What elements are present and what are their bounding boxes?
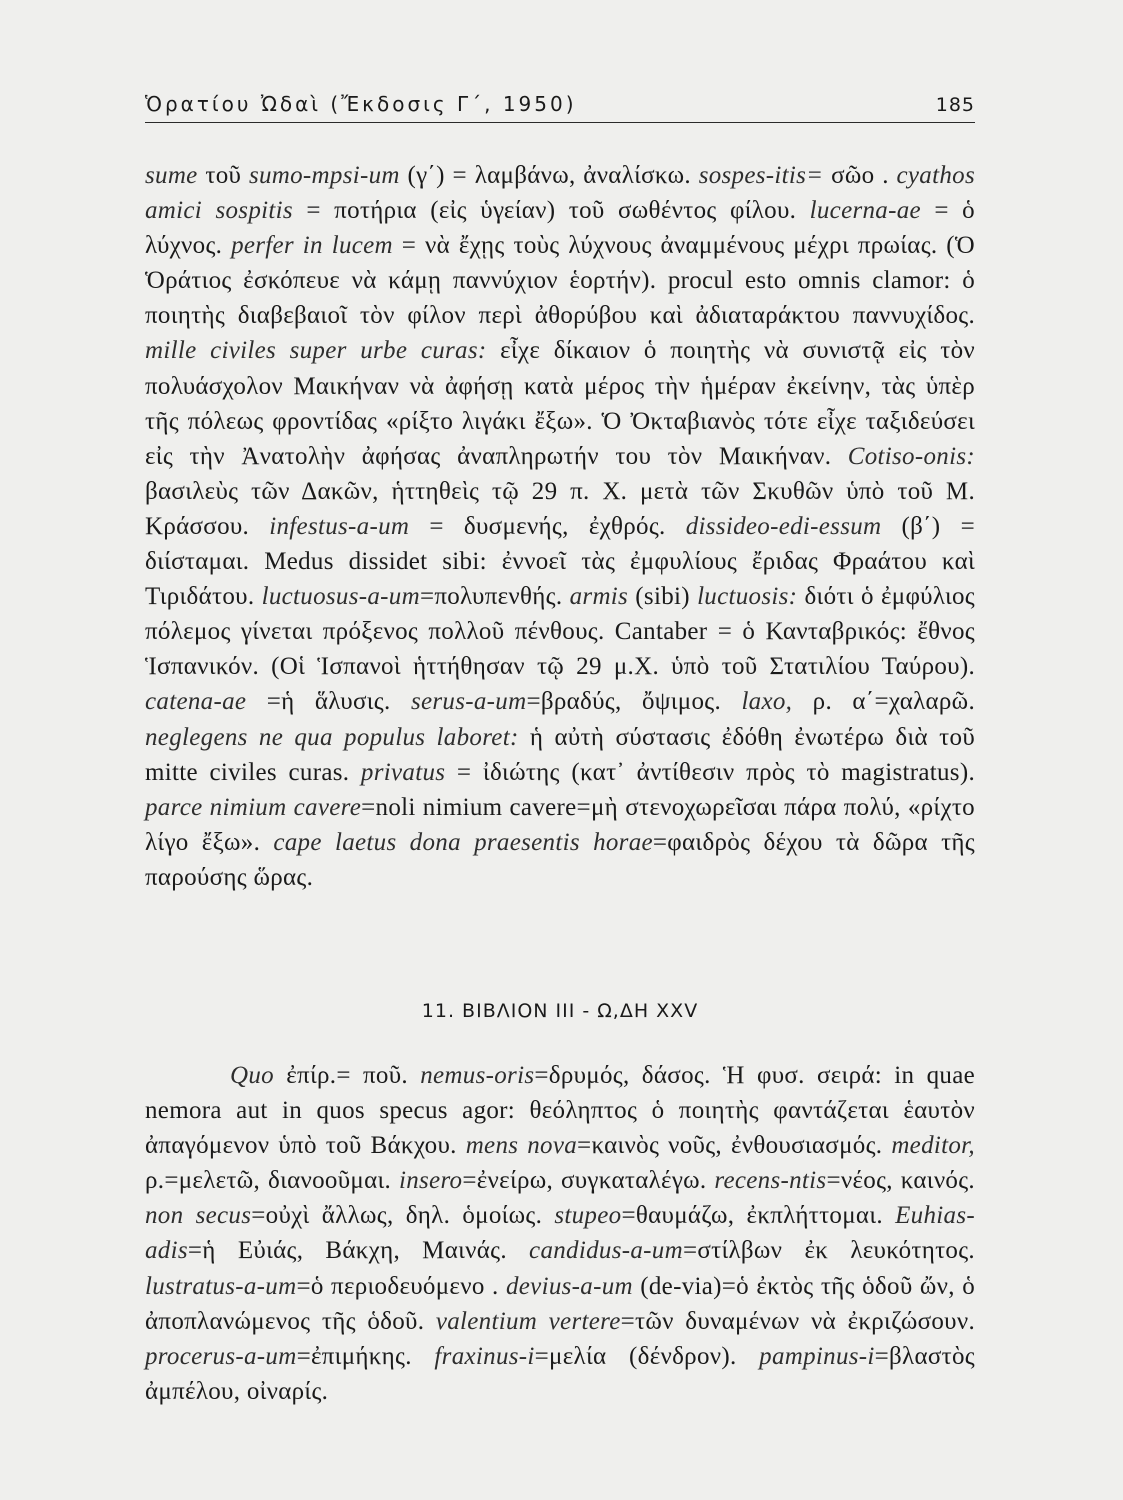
- latin-term: stupeo: [554, 1202, 622, 1230]
- latin-term: recens-ntis: [714, 1167, 827, 1195]
- latin-term: nemus-oris: [420, 1062, 535, 1089]
- greek-gloss: =ὁ περιοδευόμενο .: [296, 1272, 506, 1300]
- latin-term: parce nimium cavere: [145, 793, 362, 821]
- greek-gloss: =πολυπενθής.: [419, 583, 570, 611]
- greek-gloss: =βλαστὸς ἀμπέλου, οἰναρίς.: [145, 1342, 976, 1405]
- greek-gloss: =φαιδρὸς δέχου τὰ δῶρα τῆς παρούσης ὥρας.: [145, 828, 975, 891]
- latin-term: armis: [569, 583, 629, 611]
- greek-gloss: = ὁ λύχνος.: [145, 197, 975, 260]
- greek-gloss: =στίλβων ἐκ λευκότητος.: [682, 1237, 975, 1265]
- greek-gloss: βασιλεὺς τῶν Δακῶν, ἡττηθεὶς τῷ 29 π. Χ. μετὰ τῶν Σκυθῶν ὑπὸ τοῦ Μ. Κράσσου.: [145, 477, 975, 540]
- latin-term: perfer in lucem: [231, 232, 393, 260]
- greek-gloss: =καινὸς νοῦς, ἐνθουσιασμός.: [577, 1132, 892, 1160]
- latin-term: cape laetus dona praesentis horae: [273, 828, 653, 856]
- greek-gloss: =οὐχὶ ἄλλως, δηλ. ὁμοίως.: [251, 1202, 555, 1230]
- greek-gloss: ἐπίρ.= ποῦ.: [273, 1062, 421, 1089]
- greek-gloss: διότι ὁ ἐμφύλιος πόλεμος γίνεται πρόξενος πολλοῦ πένθους. Cantaber = ὁ Κανταβρικός: ἔθνος Ἱσπανικόν. (Οἱ Ἱσπανοὶ ἡττήθησαν τῷ 29 μ.Χ. ὑπὸ τοῦ Στατιλίου Ταύρου).: [145, 583, 975, 681]
- running-title: Ὁρατίου Ὠδαὶ (Ἔκδοσις Γ΄, 1950): [145, 92, 577, 116]
- latin-term: infestus-a-um: [269, 512, 410, 540]
- latin-term: dissideo-edi-essum: [685, 512, 882, 540]
- section-heading: 11. ΒΙΒΛΙΟΝ III - Ω,ΔΗ XXV: [421, 1000, 699, 1022]
- greek-gloss: =ἐνείρω, συγκαταλέγω.: [462, 1167, 715, 1195]
- greek-gloss: =μελία (δένδρον).: [534, 1342, 760, 1370]
- latin-term: lustratus-a-um: [145, 1272, 297, 1300]
- latin-term: lucerna-ae: [809, 197, 921, 225]
- latin-term: Quo: [230, 1062, 274, 1089]
- page-number: 185: [935, 94, 975, 116]
- latin-term: neglegens ne qua populus laboret:: [145, 723, 519, 751]
- latin-term: valentium vertere: [435, 1307, 621, 1335]
- greek-gloss: τοῦ: [197, 162, 249, 189]
- latin-term: mille civiles super urbe curas:: [145, 337, 487, 365]
- latin-term: insero: [398, 1167, 463, 1195]
- greek-gloss: = ἰδιώτης (κατ᾽ ἀντίθεσιν πρὸς τὸ magistratus).: [445, 758, 975, 786]
- greek-gloss: =βραδύς, ὄψιμος.: [526, 688, 742, 716]
- greek-gloss: = νὰ ἔχῃς τοὺς λύχνους ἀναμμένους μέχρι πρωίας. (Ὁ Ὁράτιος ἐσκόπευε νὰ κάμῃ παννύχιον ἑορτήν). procul esto omnis clamor: ὁ ποιητὴς διαβεβαιοῖ τὸν φίλον περὶ ἀθορύβου καὶ ἀδιαταράκτου παννυχίδος.: [145, 232, 976, 330]
- latin-term: serus-a-um: [410, 688, 527, 716]
- latin-term: sumo-mpsi-um: [248, 162, 400, 189]
- running-header: [145, 92, 975, 123]
- latin-term: Cotiso-onis:: [847, 442, 975, 470]
- greek-gloss: =δρυμός, δάσος. Ἡ φυσ. σειρά: in quae nemora aut in quos specus agor: θεόληπτος ὁ ποιητὴς φαντάζεται ἑαυτὸν ἀπαγόμενον ὑπὸ τοῦ Βάκχου.: [145, 1062, 975, 1160]
- greek-gloss: ρ.=μελετῶ, διανοοῦμαι.: [145, 1167, 399, 1195]
- greek-gloss: (β΄) = διίσταμαι. Medus dissidet sibi: ἐννοεῖ τὰς ἐμφυλίους ἔριδας Φραάτου καὶ Τιριδάτου.: [145, 512, 975, 611]
- greek-gloss: ρ. α΄=χαλαρῶ.: [792, 688, 975, 716]
- latin-term: Euhias-adis: [145, 1202, 975, 1265]
- latin-term: sospes-itis=: [698, 162, 824, 189]
- greek-gloss: =τῶν δυναμένων νὰ ἐκριζώσουν.: [620, 1307, 975, 1335]
- greek-gloss: (γ΄) = λαμβάνω, ἀναλίσκω.: [399, 162, 699, 189]
- latin-term: cyathos amici sospitis: [145, 162, 975, 225]
- greek-gloss: =νέος, καινός.: [826, 1167, 975, 1195]
- latin-term: procerus-a-um: [145, 1342, 297, 1370]
- latin-term: mens nova: [465, 1132, 578, 1160]
- greek-gloss: =ἐπιμήκης.: [296, 1342, 435, 1370]
- latin-term: catena-ae: [145, 688, 247, 716]
- latin-term: pampinus-i: [759, 1342, 875, 1370]
- commentary-text-ode-24: [145, 158, 975, 895]
- paragraph: [145, 1058, 975, 1409]
- latin-term: luctuosis:: [697, 583, 798, 611]
- latin-term: candidus-a-um: [529, 1237, 683, 1265]
- greek-gloss: =θαυμάζω, ἐκπλήττομαι.: [621, 1202, 896, 1230]
- greek-gloss: =noli nimium cavere=μὴ στενοχωρεῖσαι πάρα πολύ, «ρίχτο λίγο ἔξω».: [145, 793, 975, 856]
- latin-term: non secus: [145, 1202, 252, 1230]
- greek-gloss: (de-via)=ὁ ἐκτὸς τῆς ὁδοῦ ὤν, ὁ ἀποπλανώμενος τῆς ὁδοῦ.: [145, 1272, 976, 1335]
- latin-term: meditor,: [891, 1132, 975, 1160]
- greek-gloss: = δυσμενής, ἐχθρός.: [409, 512, 686, 540]
- latin-term: devius-a-um: [505, 1272, 633, 1300]
- latin-term: luctuosus-a-um: [261, 583, 420, 611]
- latin-term: privatus: [360, 758, 446, 786]
- latin-term: laxo,: [741, 688, 793, 716]
- greek-gloss: = ποτήρια (εἰς ὑγείαν) τοῦ σωθέντος φίλου.: [292, 197, 810, 225]
- greek-gloss: ἡ αὐτὴ σύστασις ἐδόθη ἐνωτέρω διὰ τοῦ mitte civiles curas.: [145, 723, 975, 786]
- greek-gloss: σῶο .: [823, 162, 897, 189]
- latin-term: sume: [145, 162, 198, 189]
- greek-gloss: =ἡ Εὐιάς, Βάκχη, Μαινάς.: [187, 1237, 530, 1265]
- latin-term: fraxinus-i: [434, 1342, 535, 1370]
- greek-gloss: (sibi): [628, 583, 698, 611]
- paragraph: [145, 158, 975, 895]
- commentary-text-ode-25: [145, 1058, 975, 1409]
- greek-gloss: =ἡ ἅλυσις.: [246, 688, 411, 716]
- greek-gloss: εἶχε δίκαιον ὁ ποιητὴς νὰ συνιστᾷ εἰς τὸν πολυάσχολον Μαικήναν νὰ ἀφήσῃ κατὰ μέρος τὴν ἡμέραν ἐκείνην, τὰς ὑπὲρ τῆς πόλεως φροντίδας «ρίξτο λιγάκι ἔξω». Ὁ Ὀκταβιανὸς τότε εἶχε ταξιδεύσει εἰς τὴν Ἀνατολὴν ἀφήσας ἀναπληρωτήν του τὸν Μαικήναν.: [145, 337, 975, 470]
